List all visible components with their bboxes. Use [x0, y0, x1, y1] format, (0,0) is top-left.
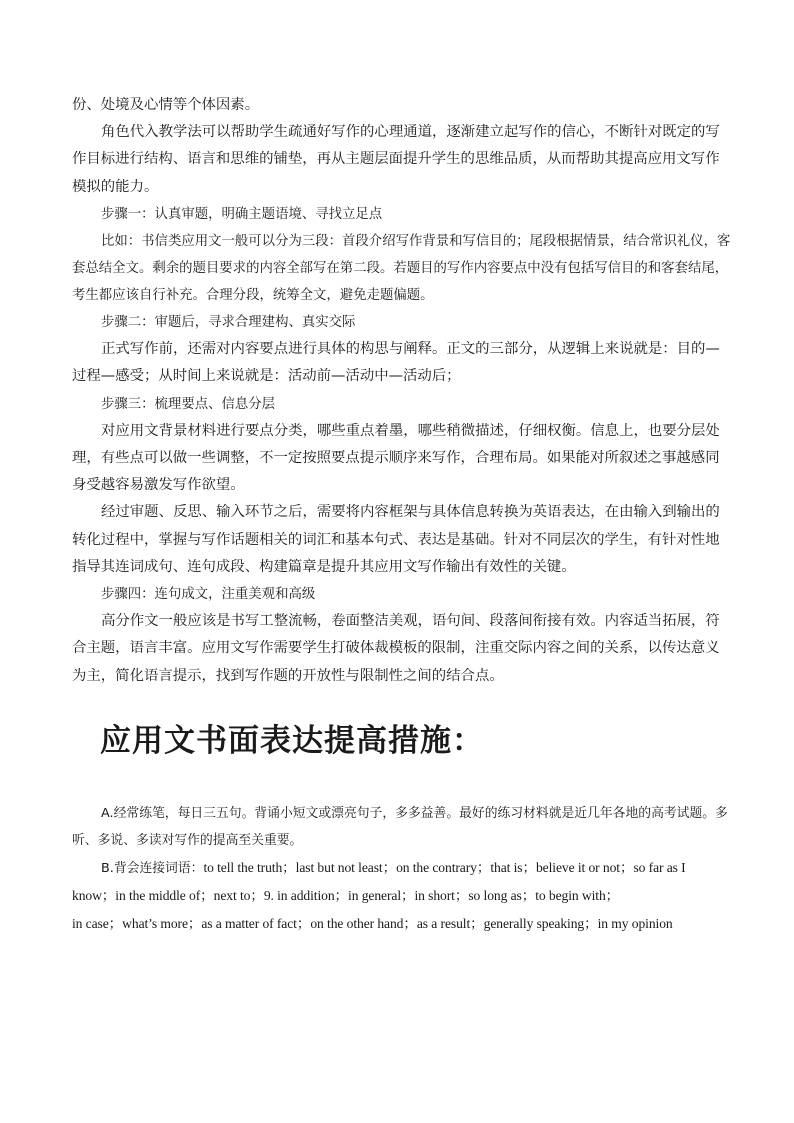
measure-a: A.经常练笔，每日三五句。背诵小短文或漂亮句子，多多益善。最好的练习材料就是近几年各地的高考试题。多听、多说、多读对写作的提高至关重要。: [72, 805, 728, 848]
paragraph-high-score: 高分作文一般应该是书写工整流畅，卷面整洁美观，语句间、段落间衔接有效。内容适当拓展，符合主题，语言丰富。应用文写作需要学生打破体裁模板的限制，注重交际内容之间的关系，以传达意义为主，简化语言提示，找到写作题的开放性与限制性之间的结合点。: [72, 613, 720, 684]
document-page: [72, 92, 732, 937]
measure-b-label: B.背会连接词语：: [101, 860, 204, 876]
heading-spacer: [72, 766, 732, 800]
step-two-heading: 步骤二：审题后，寻求合理建构、真实交际: [101, 315, 356, 331]
step-four-heading: 步骤四：连句成文，注重美观和高级: [101, 587, 316, 603]
step-three-heading: 步骤三：梳理要点、信息分层: [101, 396, 276, 412]
paragraph-formal-writing: 正式写作前，还需对内容要点进行具体的构思与阐释。正文的三部分，从逻辑上来说就是：目的—过程—感受；从时间上来说就是：活动前—活动中—活动后；: [72, 341, 720, 385]
paragraph-continuation: 份、处境及心情等个体因素。: [72, 97, 260, 113]
measure-b: [72, 854, 732, 910]
paragraph-key-points: 对应用文背景材料进行要点分类，哪些重点着墨，哪些稍微描述，仔细权衡。信息上，也要分层处理，有些点可以做一些调整，不一定按照要点提示顺序来写作，合理布局。如果能对所叙述之事越感同身受越容易激发写作欲望。: [72, 422, 720, 494]
paragraph-letter-structure: 比如：书信类应用文一般可以分为三段：首段介绍写作背景和写信目的；尾段根据情景，结合常识礼仪，客套总结全文。剩余的题目要求的内容全部写在第二段。若题目的写作内容要点中没有包括写信目的和客套结尾，考生都应该自行补充。合理分段，统筹全文，避免走题偏题。: [72, 234, 731, 304]
measure-b-phrases-1: to tell the truth；last but not least；on the contrary；that is；believe it or not；so far as I know；in the middle of；next to；9. in addition；in general；in short；so long as；to begin with；: [72, 859, 686, 903]
section-heading: 应用文书面表达提高措施：: [100, 722, 484, 759]
paragraph-role-play-method: 角色代入教学法可以帮助学生疏通好写作的心理通道，逐渐建立起写作的信心，不断针对既定的写作目标进行结构、语言和思维的铺垫，再从主题层面提升学生的思维品质，从而帮助其提高应用文写作模拟的能力。: [72, 124, 720, 195]
step-one-heading: 步骤一：认真审题，明确主题语境、寻找立足点: [101, 206, 383, 222]
measure-b-phrases-2: in case；what’s more；as a matter of fact；on the other hand；as a result；generally speaking；in my opinion: [72, 915, 673, 931]
paragraph-input-output: 经过审题、反思、输入环节之后，需要将内容框架与具体信息转换为英语表达，在由输入到输出的转化过程中，掌握与写作话题相关的词汇和基本句式、表达是基础。针对不同层次的学生，有针对性地指导其连词成句、连句成段、构建篇章是提升其应用文写作输出有效性的关键。: [72, 504, 720, 575]
